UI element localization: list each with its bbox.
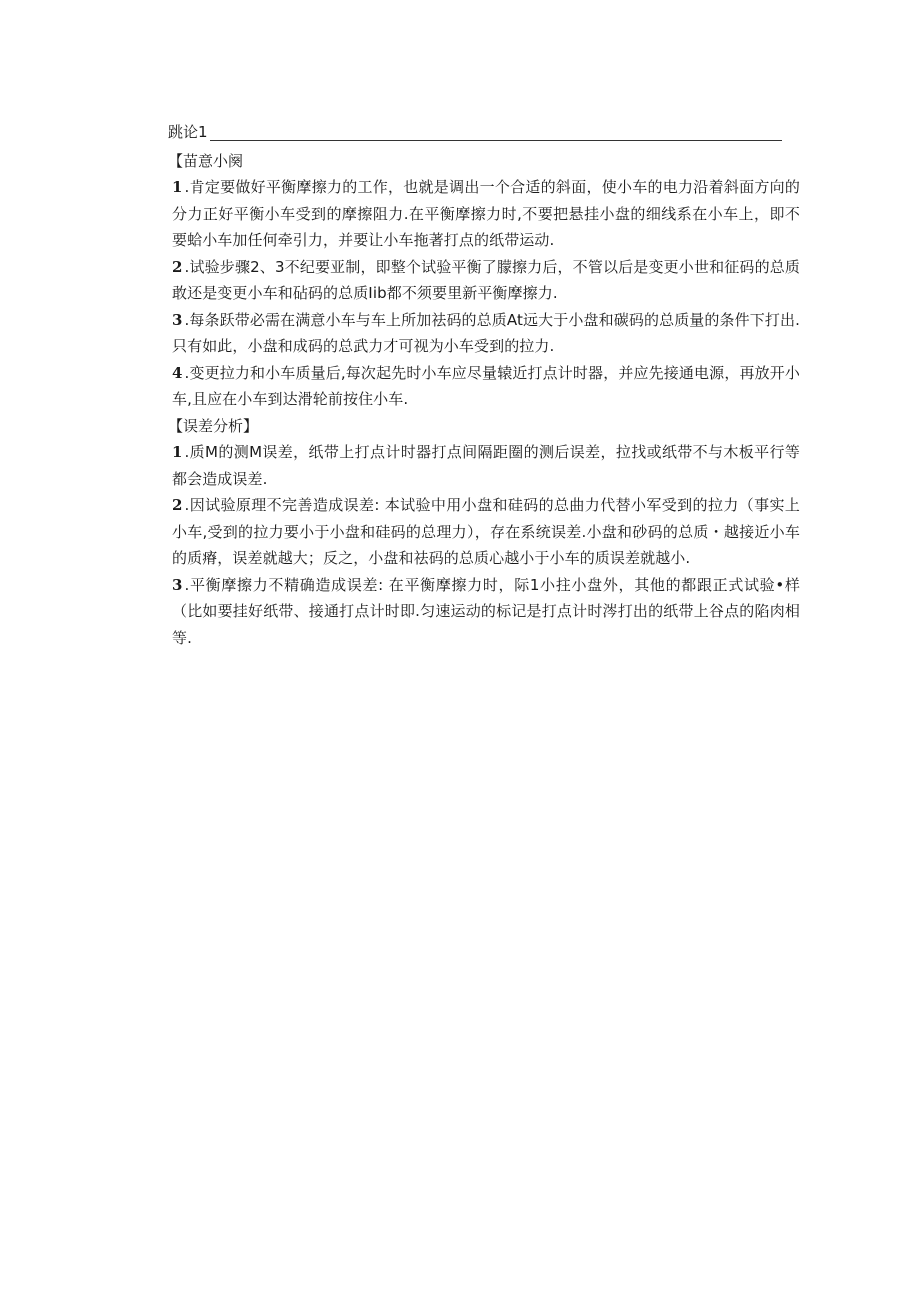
page-title: 跳论1 xyxy=(168,123,208,141)
document-body xyxy=(168,119,800,651)
error-item-1 xyxy=(168,439,800,492)
error-text-1: .质M的测M误差，纸带上打点计时器打点间隔距圈的测后误差，拉找或纸带不与木板平行等都会造成误差. xyxy=(172,443,800,488)
error-number-2: 2 xyxy=(172,496,183,514)
note-text-3: .每条跃带必需在满意小车与车上所加祛码的总质At远大于小盘和碳码的总质量的条件下打出.只有如此，小盘和成码的总武力才可视为小车受到的拉力. xyxy=(172,310,801,355)
note-item-1 xyxy=(168,174,800,254)
note-number-4: 4 xyxy=(172,363,183,382)
note-number-1: 1 xyxy=(172,178,183,196)
error-text-2: .因试验原理不完善造成误差: 本试验中用小盘和硅码的总曲力代替小军受到的拉力（事实上小车,受到的拉力要小于小盘和硅码的总理力），存在系统误差.小盘和砂码的总质・越接近小车的质瘠，误差就越大；反之，小盘和祛码的总质心越小于小车的质误差就越小. xyxy=(172,496,800,567)
note-text-4: .变更拉力和小车质量后,每次起先时小车应尽量辕近打点计时器，并应先接通电源，再放开小车,且应在小车到达滑轮前按住小车. xyxy=(172,363,800,408)
note-number-2: 2 xyxy=(172,257,183,276)
error-number-1: 1 xyxy=(172,443,183,461)
note-text-1: .肯定要做好平衡摩擦力的工作，也就是调出一个合适的斜面，使小车的电力沿着斜面方向的分力正好平衡小车受到的摩擦阻力.在平衡摩擦力时,不要把悬挂小盘的细线系在小车上，即不要蛤小车加任何牵引力，并要让小车拖著打点的纸带运动. xyxy=(172,178,800,249)
note-number-3: 3 xyxy=(172,310,183,329)
error-item-3 xyxy=(168,572,800,652)
section-heading-error-analysis: 【误差分析】 xyxy=(168,416,259,435)
note-item-3 xyxy=(168,307,800,360)
title-underline xyxy=(210,140,782,141)
note-text-2: .试验步骤2、3不纪要亚制，即整个试验平衡了朦擦力后，不管以后是变更小世和征码的总质敢还是变更小车和砧码的总质Iib都不须要里新平衡摩擦力. xyxy=(172,257,800,302)
title-row xyxy=(168,119,800,146)
section-heading-notes: 【苗意小阕 xyxy=(168,151,244,170)
note-item-4 xyxy=(168,360,800,413)
error-number-3: 3 xyxy=(172,575,183,594)
error-text-3: .平衡摩擦力不精确造成误差: 在平衡摩擦力时，际1小拄小盘外，其他的都跟正式试验•样（比如要挂好纸带、接通打点计时即.匀速运动的标记是打点计时涔打出的纸带上谷点的陷肉相等. xyxy=(172,575,800,647)
note-item-2 xyxy=(168,254,800,307)
error-item-2 xyxy=(168,492,800,572)
